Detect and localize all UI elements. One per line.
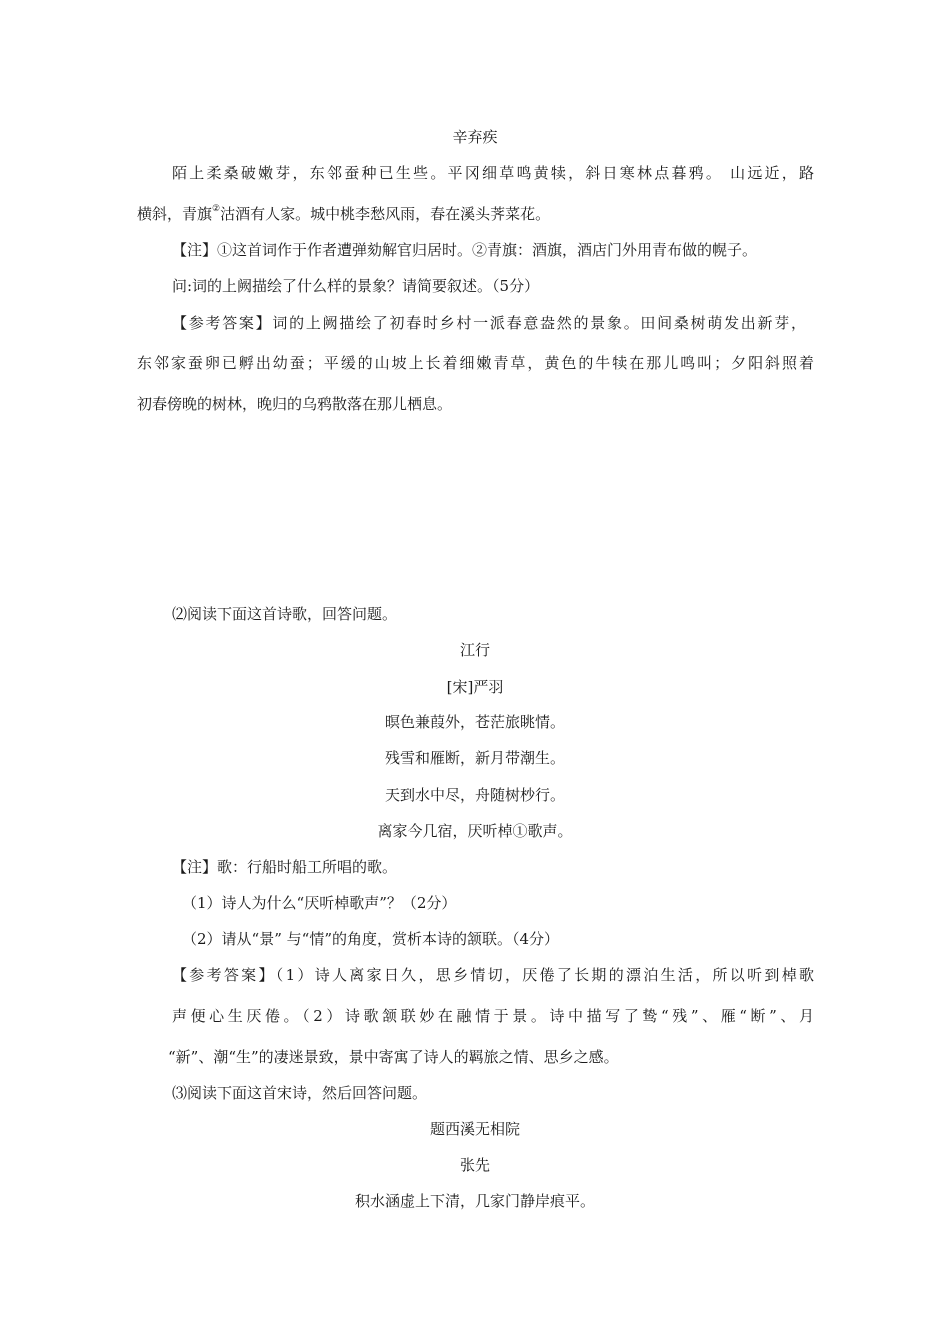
answer-line-2: 东邻家蚕卵已孵出幼蚕；平缓的山坡上长着细嫩青草，黄色的牛犊在那儿鸣叫；夕阳斜照着 (137, 354, 814, 372)
question-1: （1）诗人为什么“厌听棹歌声”？（2分） (182, 894, 457, 912)
answer-line-3: 初春傍晚的树林，晚归的乌鸦散落在那儿栖息。 (137, 395, 453, 413)
poem-text-line-2: 横斜，青旗②沽酒有人家。城中桃李愁风雨，春在溪头荠菜花。 (137, 204, 551, 223)
answer-line-3: “新”、潮“生”的凄迷景致，景中寄寓了诗人的羁旅之情、思乡之感。 (168, 1048, 619, 1066)
answer-line-1: 【参考答案】词的上阙描绘了初春时乡村一派春意盎然的景象。田间桑树萌发出新芽， (172, 314, 806, 332)
poem-note: 【注】歌：行船时船工所唱的歌。 (172, 858, 398, 876)
question: 问:词的上阙描绘了什么样的景象？请简要叙述。（5分） (172, 277, 540, 295)
answer-line-2: 声便心生厌倦。（2）诗歌颔联妙在融情于景。诗中描写了鸷“残”、雁“断”、月 (172, 1007, 814, 1025)
question-2: （2）请从“景” 与“情”的角度，赏析本诗的颔联。（4分） (182, 930, 560, 948)
poem-author: [宋]严羽 (446, 678, 504, 696)
poem-title: 题西溪无相院 (429, 1120, 520, 1138)
poem-note: 【注】①这首词作于作者遭弹劾解官归居时。②青旗：酒旗，酒店门外用青布做的幌子。 (172, 241, 758, 259)
poem-verse-2: 残雪和雁断，新月带潮生。 (384, 749, 565, 767)
section-prompt: ⑵阅读下面这首诗歌，回答问题。 (172, 605, 398, 623)
poem-verse-1: 暝色兼葭外，苍茫旅眺情。 (384, 713, 565, 731)
poem-verse-3: 天到水中尽，舟随树杪行。 (384, 786, 565, 804)
poem-title: 江行 (459, 641, 490, 659)
poem-verse-1: 积水涵虚上下清，几家门静岸痕平。 (354, 1192, 595, 1210)
poem-author: 张先 (459, 1156, 490, 1174)
footnote-marker: ② (212, 204, 221, 214)
poem-author: 辛弃疾 (452, 128, 498, 146)
answer-line-1: 【参考答案】（1）诗人离家日久，思乡情切，厌倦了长期的漂泊生活，所以听到棹歌 (172, 966, 814, 984)
poem-verse-4: 离家今几宿，厌听棹①歌声。 (377, 822, 573, 840)
section-prompt: ⑶阅读下面这首宋诗，然后回答问题。 (172, 1084, 428, 1102)
poem-text-line-1: 陌上柔桑破嫩芽，东邻蚕种已生些。平冈细草鸣黄犊，斜日寒林点暮鸦。 山远近，路 (172, 164, 814, 182)
